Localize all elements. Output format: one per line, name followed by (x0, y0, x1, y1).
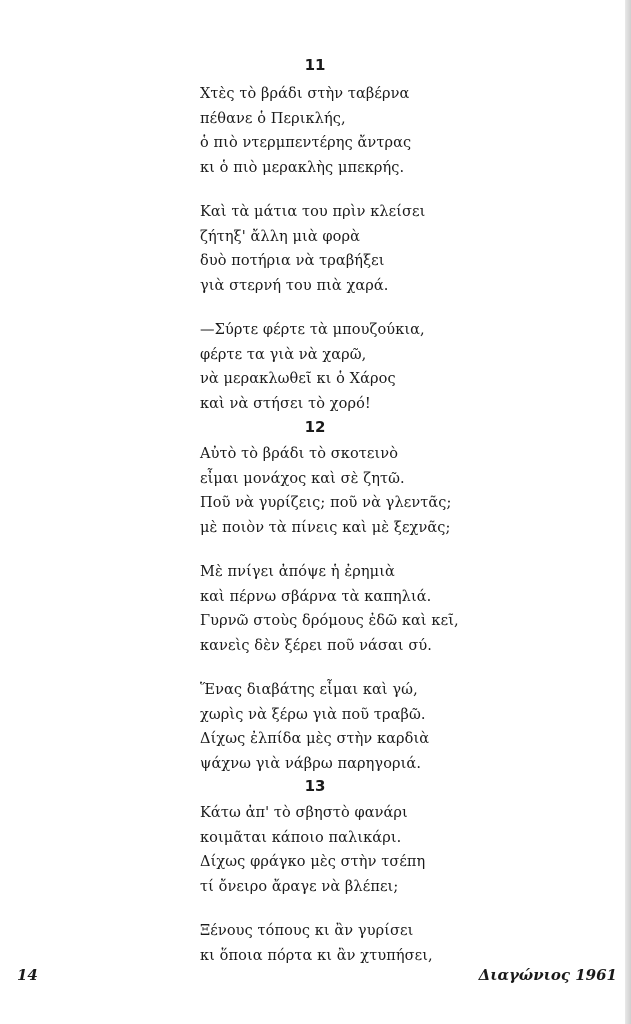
page-number: 14 (17, 966, 38, 984)
verse-line: Ἕνας διαβάτης εἶμαι καὶ γώ, (200, 682, 418, 698)
stanza (200, 919, 530, 968)
stanza (200, 560, 530, 658)
verse-line: Δίχως ἐλπίδα μὲς στὴν καρδιὰ (200, 731, 430, 747)
verse-line: Ξένους τόπους κι ἂν γυρίσει (200, 923, 414, 939)
stanza (200, 200, 530, 298)
verse-line: Μὲ πνίγει ἀπόψε ἡ ἐρημιὰ (200, 564, 395, 580)
verse-line: κοιμᾶται κάποιο παλικάρι. (200, 829, 402, 846)
verse-line: Γυρνῶ στοὺς δρόμους ἐδῶ καὶ κεῖ, (200, 613, 459, 629)
poem-11 (200, 82, 530, 436)
verse-line: ὁ πιὸ ντερμπεντέρης ἄντρας (200, 135, 412, 151)
poem-13 (200, 801, 530, 988)
verse-line: Χτὲς τὸ βράδι στὴν ταβέρνα (200, 86, 410, 102)
verse-line: κι ὁ πιὸ μερακλὴς μπεκρής. (200, 159, 405, 176)
verse-line: Ποῦ νὰ γυρίζεις; ποῦ νὰ γλεντᾶς; (200, 495, 452, 511)
verse-line: φέρτε τα γιὰ νὰ χαρῶ, (200, 346, 367, 363)
verse-line: —Σύρτε φέρτε τὰ μπουζούκια, (200, 322, 425, 338)
verse-line: νὰ μερακλωθεῖ κι ὁ Χάρος (200, 371, 396, 387)
verse-line: δυὸ ποτήρια νὰ τραβήξει (200, 253, 385, 269)
verse-line: Καὶ τὰ μάτια του πρὶν κλείσει (200, 204, 426, 220)
verse-line: χωρὶς νὰ ξέρω γιὰ ποῦ τραβῶ. (200, 706, 426, 723)
verse-line: ζήτηξ' ἄλλη μιὰ φορὰ (200, 228, 361, 245)
verse-line: Κάτω ἀπ' τὸ σβηστὸ φανάρι (200, 805, 408, 821)
poem-number-13: 13 (304, 777, 326, 795)
page-edge (625, 0, 631, 1024)
verse-line: καὶ νὰ στήσει τὸ χορό! (200, 395, 371, 412)
stanza (200, 801, 530, 899)
verse-line: τί ὄνειρο ἄραγε νὰ βλέπει; (200, 878, 399, 895)
poem-number-12: 12 (304, 418, 326, 436)
verse-line: εἶμαι μονάχος καὶ σὲ ζητῶ. (200, 470, 405, 487)
stanza (200, 82, 530, 180)
poem-number-11: 11 (304, 56, 326, 74)
verse-line: Αὐτὸ τὸ βράδι τὸ σκοτεινὸ (200, 446, 399, 462)
verse-line: γιὰ στερνή του πιὰ χαρά. (200, 277, 389, 294)
verse-line: ψάχνω γιὰ νάβρω παρηγοριά. (200, 755, 422, 772)
verse-line: Δίχως φράγκο μὲς στὴν τσέπη (200, 854, 426, 870)
stanza (200, 442, 530, 540)
verse-line: κι ὅποια πόρτα κι ἂν χτυπήσει, (200, 947, 433, 964)
verse-line: πέθανε ὁ Περικλής, (200, 110, 346, 127)
verse-line: μὲ ποιὸν τὰ πίνεις καὶ μὲ ξεχνᾶς; (200, 519, 451, 536)
publication-footer: Διαγώνιος 1961 (478, 966, 617, 984)
poem-12 (200, 442, 530, 796)
verse-line: κανεὶς δὲν ξέρει ποῦ νάσαι σύ. (200, 637, 432, 654)
stanza (200, 678, 530, 776)
verse-line: καὶ πέρνω σβάρνα τὰ καπηλιά. (200, 588, 432, 605)
stanza (200, 318, 530, 416)
